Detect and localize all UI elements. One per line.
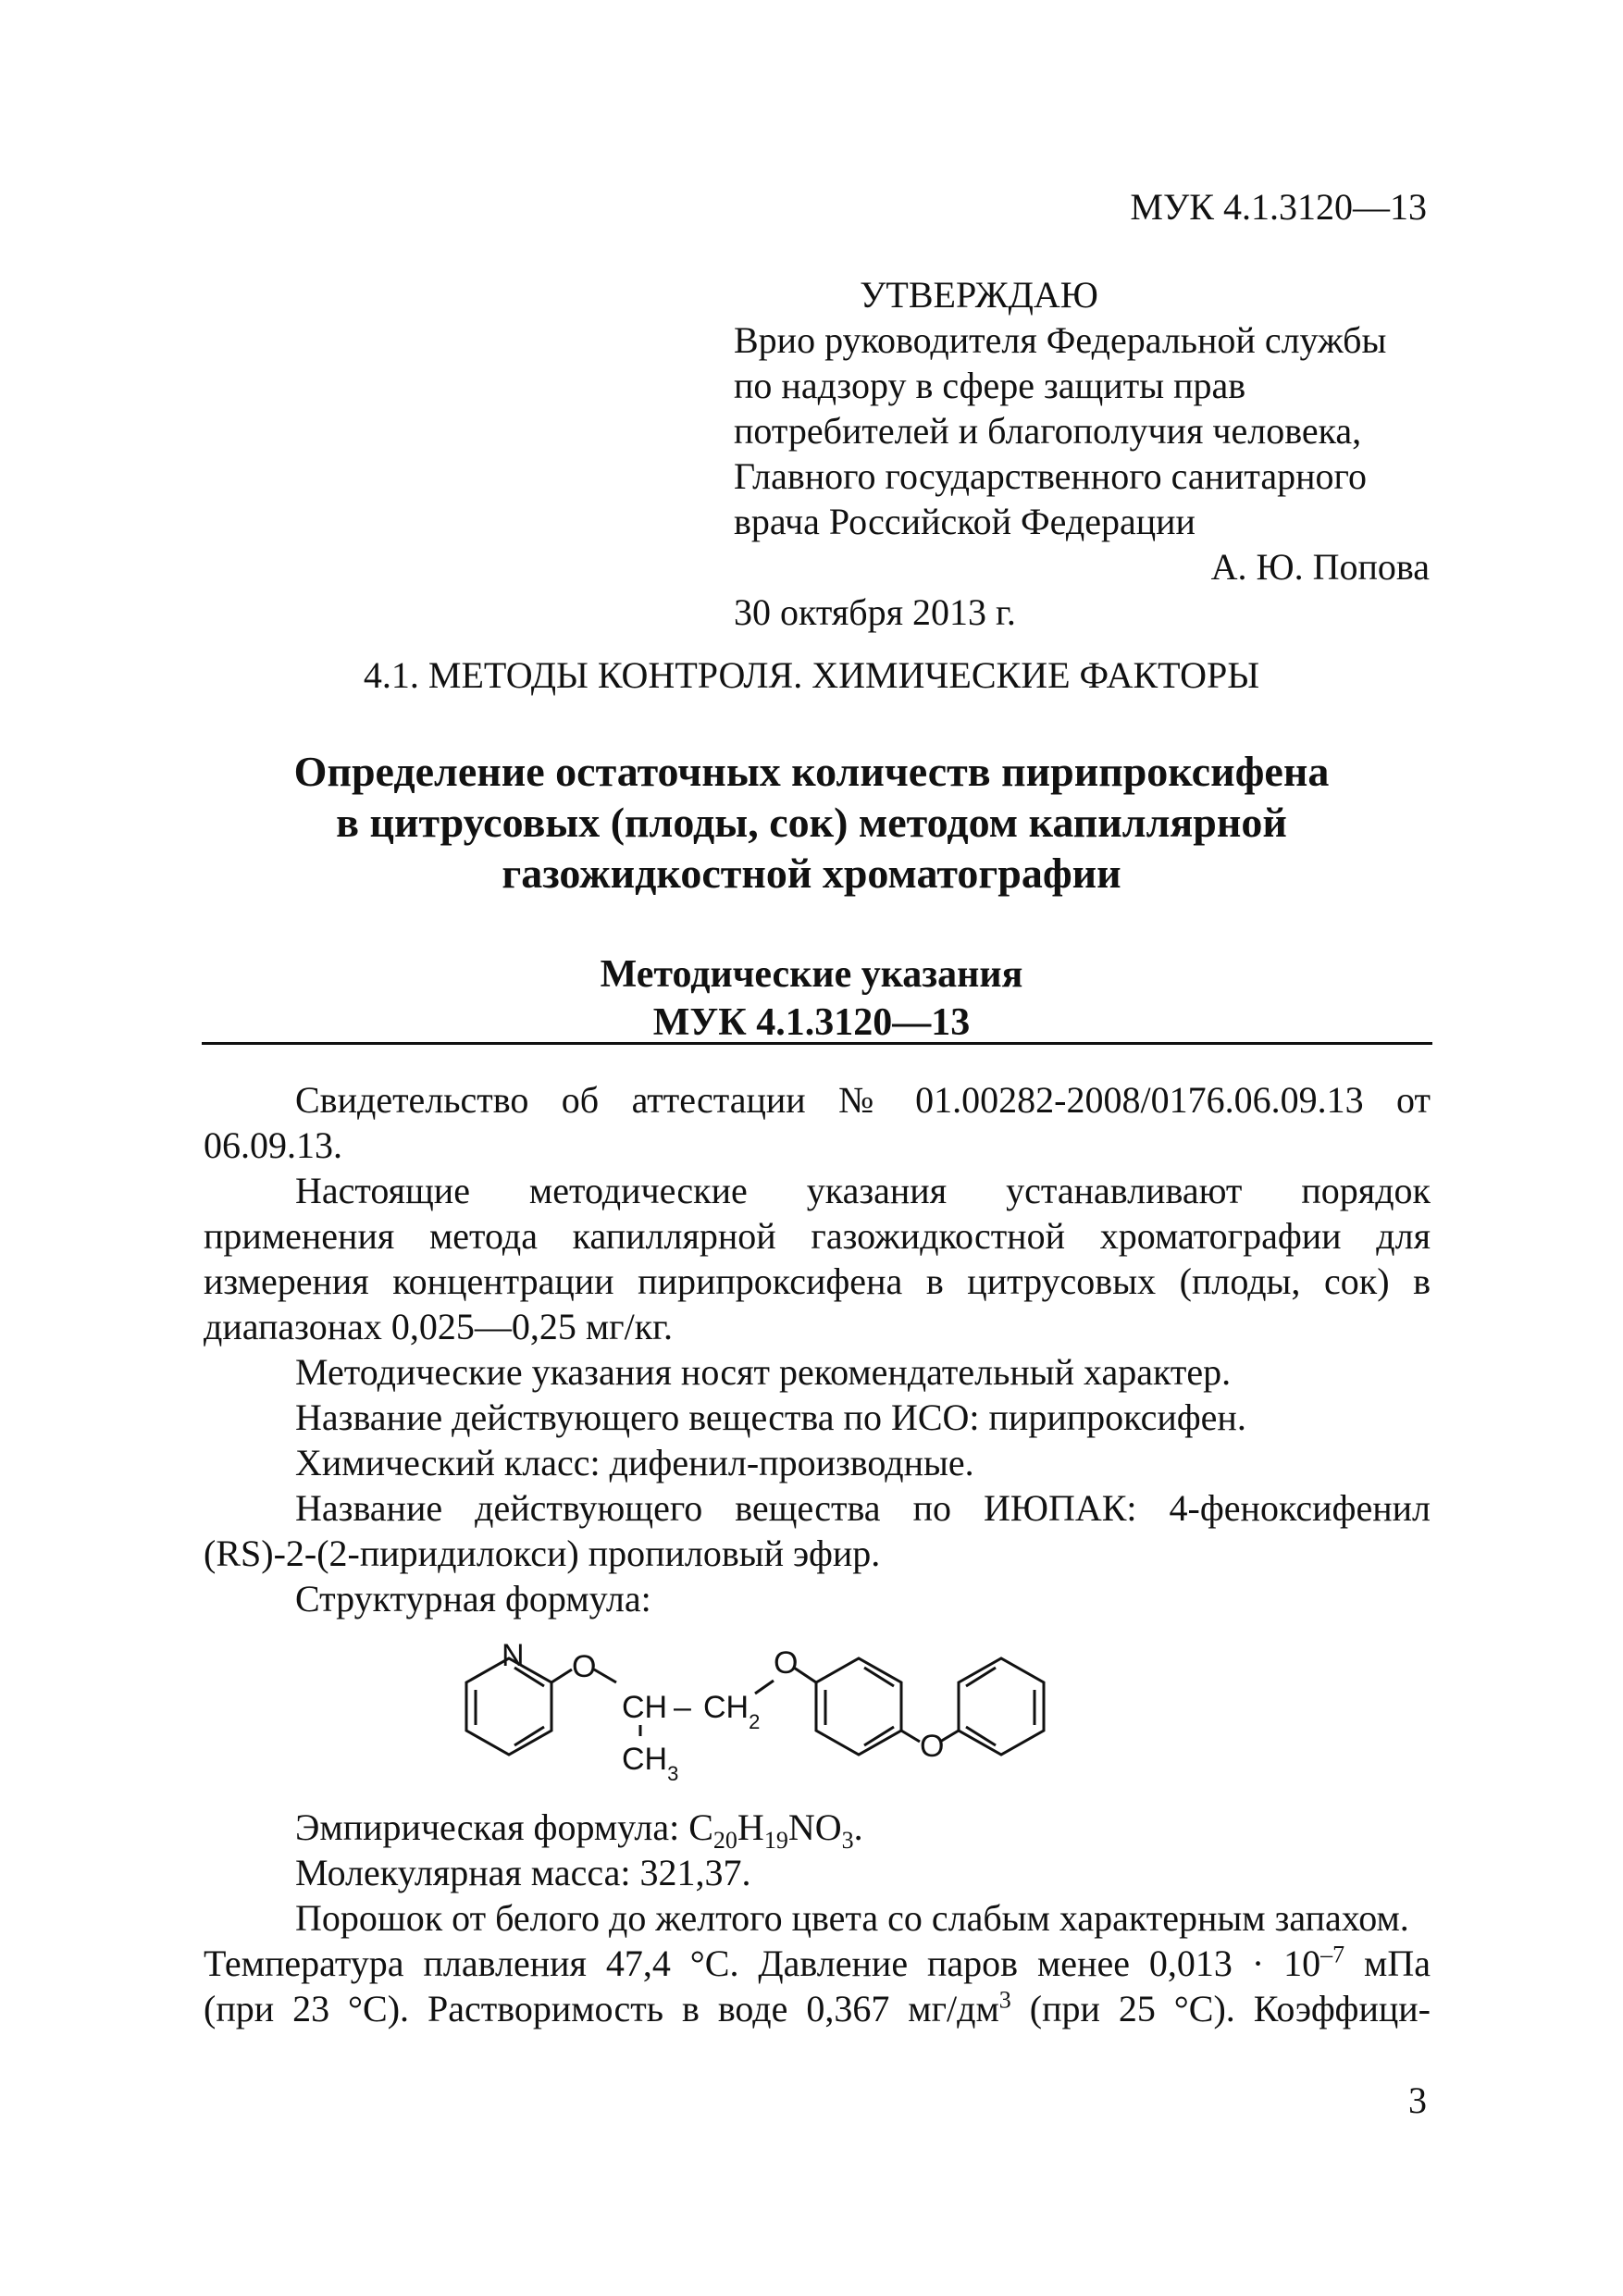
formula-c-count: 20 (712, 1827, 737, 1854)
document-title (0, 746, 1623, 899)
approval-line: Главного государственного санитарного (734, 455, 1367, 497)
ch-label: CH (622, 1690, 668, 1725)
approval-line: потребителей и благополучия человека, (734, 410, 1362, 452)
formula-h-count: 19 (763, 1827, 788, 1854)
formula-no: NO (787, 1806, 842, 1848)
recommend-paragraph: Методические указания носят рекомендательный характер. (295, 1351, 1232, 1393)
approval-line: Врио руководителя Федеральной службы (734, 319, 1387, 361)
properties-line: Порошок от белого до желтого цвета со слабым характерным запахом. (295, 1897, 1409, 1939)
document-subtitle (0, 950, 1623, 1047)
page-number: 3 (1408, 2079, 1427, 2121)
atom-n-label: N (502, 1638, 525, 1673)
subtitle-line: МУК 4.1.3120—13 (652, 1001, 971, 1044)
properties-text: (при 25 °С). Коэффици- (1010, 1988, 1431, 2029)
formula-o-count: 3 (841, 1827, 854, 1854)
ch3-text: CH (622, 1742, 668, 1777)
ch2-text: CH (703, 1690, 750, 1725)
document-body (204, 1077, 1431, 1621)
section-heading: 4.1. МЕТОДЫ КОНТРОЛЯ. ХИМИЧЕСКИЕ ФАКТОРЫ (363, 654, 1260, 696)
formula-h: H (737, 1806, 764, 1848)
title-divider (202, 1042, 1432, 1045)
dash-label: – (674, 1690, 691, 1725)
molecular-mass: Молекулярная масса: 321,37. (295, 1852, 751, 1893)
atom-o-label: O (774, 1645, 799, 1681)
properties-text: мПа (1344, 1942, 1431, 1984)
formula-c: C (688, 1806, 713, 1848)
approval-signer: А. Ю. Попова (1210, 546, 1430, 588)
properties-exponent: –7 (1320, 1941, 1345, 1968)
phenyl-ring (959, 1658, 1044, 1755)
approval-line: по надзору в сфере защиты прав (734, 365, 1246, 406)
approval-block (734, 272, 1437, 635)
approval-date: 30 октября 2013 г. (734, 591, 1016, 633)
properties-text: (при 23 °С). Растворимость в воде 0,367 мг/дм (204, 1988, 999, 2029)
atom-o-label: O (920, 1729, 945, 1764)
atom-o-label: O (572, 1649, 597, 1684)
intro-paragraph: Настоящие методические указания устанавливают порядок применения метода капиллярной газожидкостной хроматографии для измерения концентрации пирипроксифена в цитрусовых (плоды, сок) в диапазонах 0,025—0,25 мг/кг. (204, 1170, 1431, 1347)
subtitle-line: Методические указания (600, 953, 1023, 996)
ch3-label (622, 1742, 678, 1785)
document-code: МУК 4.1.3120—13 (1130, 186, 1427, 228)
structural-formula (435, 1621, 1212, 1788)
iupac-paragraph: Название действующего вещества по ИЮПАК: 4-феноксифенил (RS)-2-(2-пиридилокси) пропиловый эфир. (204, 1487, 1431, 1574)
properties-text: Температура плавления 47,4 °С. Давление паров менее 0,013 · 10 (204, 1942, 1321, 1984)
approval-heading: УТВЕРЖДАЮ (860, 274, 1098, 316)
ch2-subscript: 2 (749, 1710, 761, 1733)
title-line: в цитрусовых (плоды, сок) методом капиллярной (336, 799, 1287, 846)
properties-line (204, 1941, 1431, 1986)
phenylene-ring (816, 1658, 901, 1755)
bond (551, 1669, 572, 1682)
title-line: газожидкостной хроматографии (502, 850, 1121, 897)
properties-exponent: 3 (998, 1986, 1011, 2014)
empirical-formula (204, 1805, 1431, 1854)
bond (594, 1669, 616, 1682)
ch2-label (703, 1690, 760, 1733)
bond (755, 1681, 774, 1694)
approval-line: врача Российской Федерации (734, 501, 1196, 542)
properties-line (204, 1986, 1431, 2031)
title-line: Определение остаточных количеств пирипроксифена (293, 748, 1330, 795)
bond (901, 1731, 920, 1742)
iso-name-paragraph: Название действующего вещества по ИСО: пирипроксифен. (295, 1396, 1246, 1438)
chem-class-paragraph: Химический класс: дифенил-производные. (295, 1442, 974, 1483)
structural-formula-label: Структурная формула: (295, 1578, 651, 1620)
structural-formula-drawing (435, 1621, 1212, 1788)
formula-label: Эмпирическая формула: (295, 1806, 689, 1848)
certificate-paragraph: Свидетельство об аттестации № 01.00282-2008/0176.06.09.13 от 06.09.13. (204, 1079, 1431, 1166)
formula-end: . (853, 1806, 863, 1848)
document-body-continued (204, 1805, 1431, 2031)
ch3-subscript: 3 (667, 1762, 679, 1785)
